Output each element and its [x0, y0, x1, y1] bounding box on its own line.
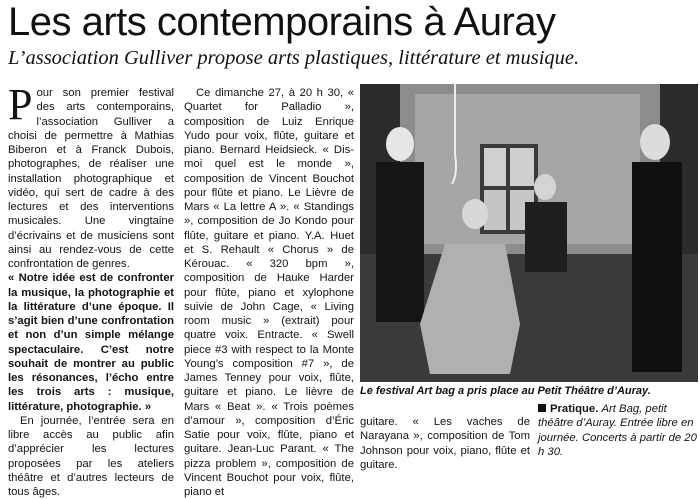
program-continued: guitare. « Les vaches de Narayana », composition de Tom Johnson pour voix, piano, flûte et guitare.: [360, 416, 530, 471]
article-column-3: [360, 415, 530, 472]
daytime-paragraph: En journée, l’entrée sera en libre accès au public afin d’apprécier les lectures proposées par les ateliers théâtre et d’autres lecteurs de tous âges.: [8, 414, 174, 498]
practical-text: Art Bag, petit théâtre d’Auray. Entrée libre en journée. Concerts à partir de 20 h 30.: [538, 403, 697, 458]
practical-info-box: [538, 402, 698, 459]
drop-cap: P: [8, 80, 33, 129]
photo-caption: Le festival Art bag a pris place au Petit Théâtre d’Auray.: [360, 385, 651, 397]
intro-text: our son premier festival des arts contemporains, l’association Gulliver a choisi de permettre à Mathias Biberon et à Franck Dubois, photographes, de réaliser une installation photographique et vidéo, qui sert de cadre à des lectures et des interventions musicales. Une vingtaine d’écrivains et de musiciens sont ainsi au rendez-vous de cette confrontation de genres.: [8, 87, 174, 270]
article-column-1: [8, 80, 174, 499]
quote-paragraph: « Notre idée est de confronter la musique, la photographie et la littérature d’une époque. Il s’agit bien d’une confrontation et non d’un simple mélange spectaculaire. C’est notre souhait de montrer au public les résonances, l’écho entre les trois arts : musique, littérature, photographie. »: [8, 272, 174, 413]
headline: Les arts contemporains à Auray: [8, 0, 556, 44]
subheadline: L’association Gulliver propose arts plastiques, littérature et musique.: [8, 47, 580, 69]
festival-photo: [360, 84, 698, 382]
program-paragraph: Ce dimanche 27, à 20 h 30, « Quartet for Palladio », composition de Luiz Enrique Yudo pour voix, flûte, guitare et piano. Bernard Heidsieck. « Dis-moi quel est le monde », composition de Vincent Bouchot pour flûte et piano. Le Lièvre de Mars « La lettre A ». « Standings », composition de Jo Kondo pour flûte, guitare et piano. Y.A. Huet et S. Rehault « Chorus » de Kérouac. « 320 bpm », composition de Hauke Harder pour flûte, piano et xylophone suivie de John Cage, « Living room music » (extrait) pour quatre voix. Entracte. « Swell piece #3 with respect to la Monte Young’s composition #7 », de James Tenney pour voix, flûte, guitare et piano. Le lièvre de Mars « Beat ». « Trois poèmes d’amour », composition d’Éric Satie pour voix, flûte, piano et guitare. Jean-Luc Parant. « The pizza problem », composition de Vincent Bouchot pour voix, flûte, piano et: [184, 87, 354, 498]
photo-image: [360, 84, 698, 382]
intro-paragraph: [8, 80, 174, 271]
article-column-2: [184, 86, 354, 499]
bullet-square-icon: [538, 404, 546, 412]
practical-label: Pratique.: [550, 403, 599, 415]
